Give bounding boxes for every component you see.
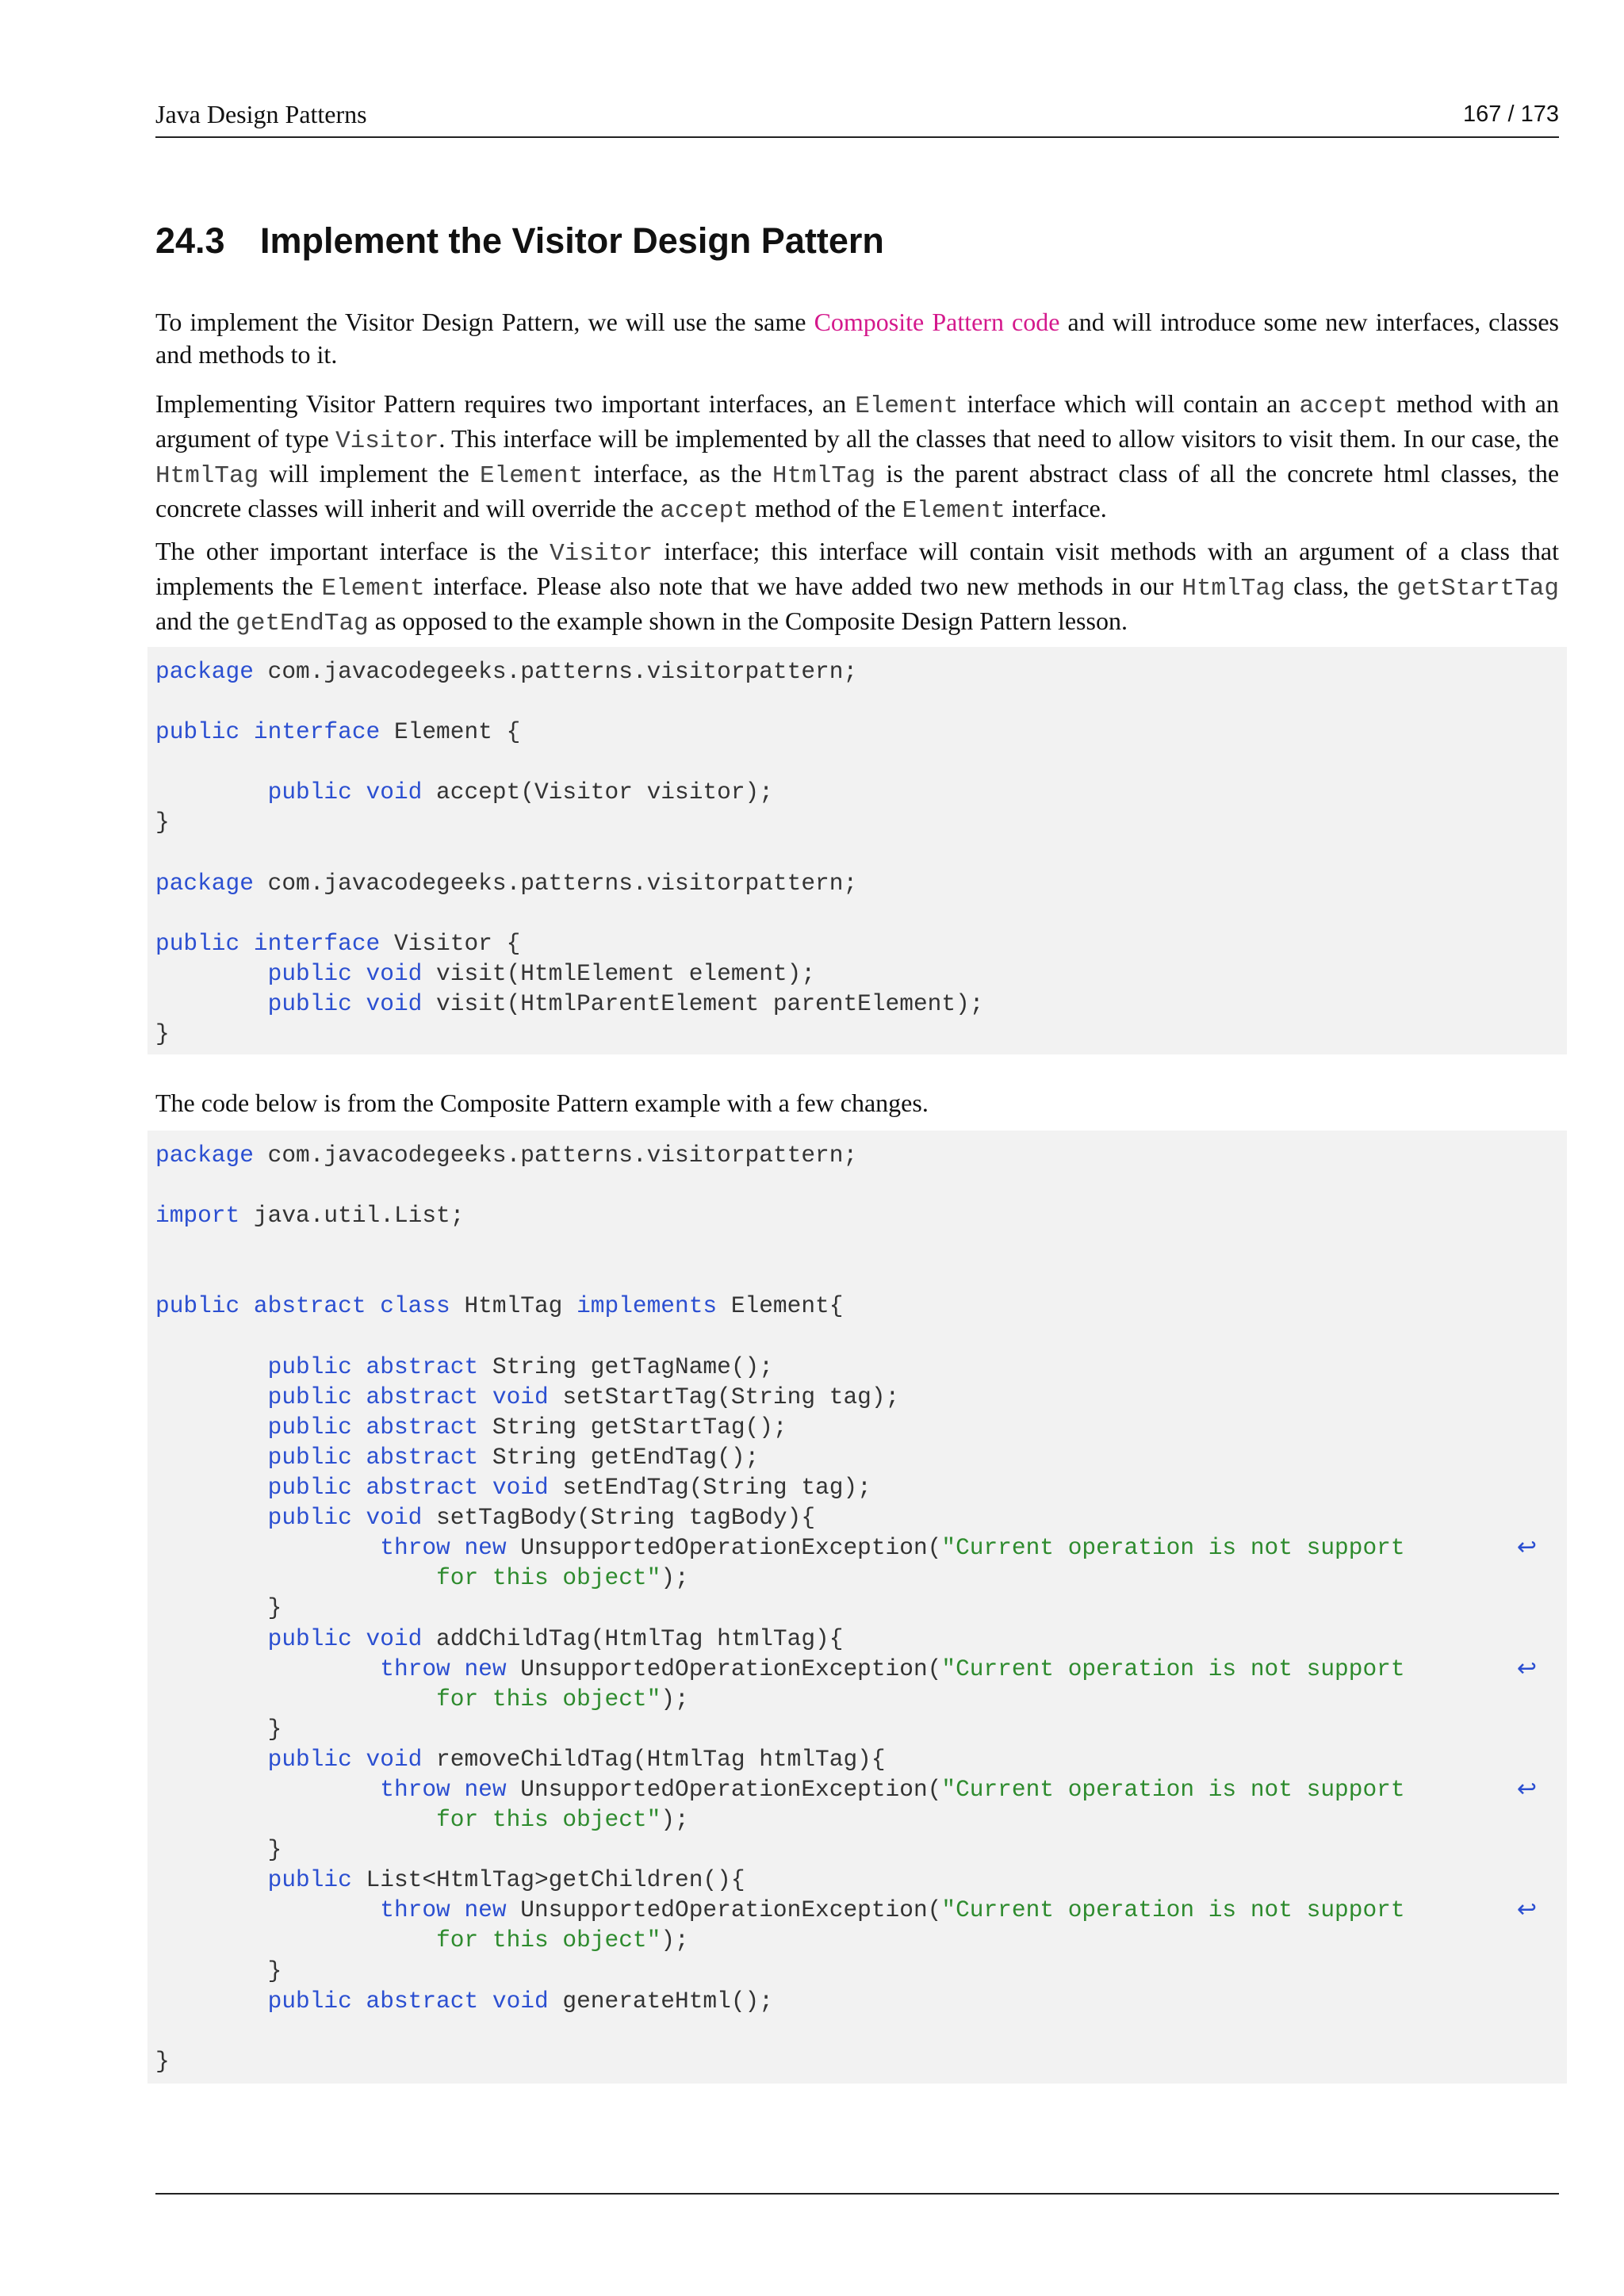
code-text: generateHtml(); bbox=[548, 1987, 773, 2015]
text-span: . This interface will be implemented by all the classes that need to allow visitors to visit them. In our case, the bbox=[439, 424, 1560, 453]
inline-code: HtmlTag bbox=[772, 462, 876, 490]
code-line bbox=[155, 1714, 1559, 1744]
code-text bbox=[155, 960, 268, 987]
code-keyword: abstract bbox=[366, 1353, 479, 1380]
code-line bbox=[155, 1019, 1559, 1049]
code-text bbox=[450, 1534, 465, 1561]
text-span: The other important interface is the bbox=[155, 537, 550, 565]
code-text: } bbox=[155, 1594, 282, 1622]
code-keyword: void bbox=[366, 959, 423, 987]
inline-code: Element bbox=[855, 392, 959, 420]
code-line bbox=[155, 868, 1559, 898]
code-keyword: interface bbox=[253, 718, 381, 746]
code-text bbox=[155, 1564, 436, 1591]
code-text: } bbox=[155, 1020, 170, 1048]
code-text bbox=[155, 990, 268, 1017]
text-span: method of the bbox=[748, 494, 902, 522]
code-keyword: public bbox=[267, 1383, 352, 1410]
code-text: List<HtmlTag>getChildren(){ bbox=[351, 1866, 745, 1894]
code-text bbox=[155, 1444, 268, 1471]
text-span: interface; this interface will contain visit methods with an argument of a class that implements the bbox=[155, 537, 1560, 600]
code-keyword: new bbox=[464, 1775, 507, 1803]
code-text: } bbox=[155, 809, 170, 836]
code-line bbox=[155, 656, 1559, 687]
code-line bbox=[155, 1382, 1559, 1412]
code-keyword: void bbox=[492, 1474, 549, 1502]
code-text bbox=[352, 960, 366, 987]
code-keyword: public bbox=[267, 990, 352, 1018]
code-line bbox=[155, 1624, 1559, 1654]
text-span: class, the bbox=[1285, 572, 1397, 600]
code-keyword: void bbox=[366, 1745, 423, 1773]
code-line bbox=[155, 807, 1559, 837]
code-line bbox=[155, 1170, 1559, 1200]
code-line bbox=[155, 1442, 1559, 1472]
code-text bbox=[155, 1655, 380, 1682]
code-keyword: throw bbox=[380, 1896, 450, 1924]
code-text bbox=[478, 1988, 492, 2015]
footer-rule bbox=[155, 2193, 1559, 2195]
code-line bbox=[155, 1804, 1559, 1835]
inline-code: Visitor bbox=[335, 427, 439, 455]
code-keyword: void bbox=[366, 1504, 423, 1532]
code-line bbox=[155, 959, 1559, 989]
code-text: ); bbox=[661, 1806, 689, 1834]
code-text bbox=[239, 1292, 254, 1319]
text-span: interface. Please also note that we have added two new methods in our bbox=[424, 572, 1182, 600]
code-text bbox=[155, 1686, 436, 1712]
code-text bbox=[155, 1383, 268, 1410]
section-title: Implement the Visitor Design Pattern bbox=[260, 220, 884, 261]
code-keyword: public bbox=[267, 1353, 352, 1380]
code-line bbox=[155, 1563, 1559, 1593]
code-text: java.util.List; bbox=[239, 1202, 465, 1230]
code-line bbox=[155, 1593, 1559, 1623]
text-span: interface, as the bbox=[583, 459, 772, 488]
code-text: UnsupportedOperationException( bbox=[506, 1775, 942, 1803]
code-text bbox=[450, 1776, 465, 1803]
code-text: com.javacodegeeks.patterns.visitorpattern; bbox=[253, 1142, 858, 1169]
code-keyword: implements bbox=[576, 1292, 718, 1320]
code-line bbox=[155, 747, 1559, 777]
code-text bbox=[352, 779, 366, 806]
paragraph-code-intro: The code below is from the Composite Pattern example with a few changes. bbox=[155, 1089, 929, 1117]
code-line bbox=[155, 1533, 1559, 1563]
code-line bbox=[155, 1502, 1559, 1533]
code-keyword: public bbox=[267, 959, 352, 987]
code-line bbox=[155, 1925, 1559, 1955]
code-text: String getTagName(); bbox=[478, 1353, 773, 1380]
code-line bbox=[155, 2016, 1559, 2046]
text-span: interface which will contain an bbox=[958, 389, 1300, 418]
code-text bbox=[352, 990, 366, 1017]
code-text bbox=[155, 1414, 268, 1441]
text-span: and the bbox=[155, 607, 236, 635]
code-keyword: void bbox=[492, 1383, 549, 1410]
text-span: interface. bbox=[1005, 494, 1107, 522]
code-keyword: interface bbox=[253, 929, 381, 957]
inline-code: getStartTag bbox=[1396, 575, 1560, 603]
code-line bbox=[155, 1654, 1559, 1684]
code-text bbox=[155, 1504, 268, 1531]
page-header bbox=[155, 98, 1559, 138]
composite-pattern-link[interactable]: Composite Pattern code bbox=[814, 308, 1060, 336]
code-text: visit(HtmlParentElement parentElement); bbox=[422, 990, 984, 1018]
code-string: for this object" bbox=[436, 1927, 661, 1954]
code-text: removeChildTag(HtmlTag htmlTag){ bbox=[422, 1745, 886, 1773]
code-text bbox=[450, 1896, 465, 1923]
code-text: com.javacodegeeks.patterns.visitorpattern; bbox=[253, 658, 858, 685]
code-text: setEndTag(String tag); bbox=[548, 1474, 871, 1502]
code-text: ); bbox=[661, 1564, 689, 1592]
code-keyword: public bbox=[155, 929, 240, 957]
code-text bbox=[352, 1444, 366, 1471]
code-keyword: abstract bbox=[253, 1292, 366, 1320]
code-text bbox=[155, 1746, 268, 1773]
code-text bbox=[155, 1866, 268, 1893]
code-keyword: abstract bbox=[366, 1443, 479, 1471]
code-text bbox=[155, 1927, 436, 1954]
code-keyword: public bbox=[267, 1624, 352, 1652]
code-text: UnsupportedOperationException( bbox=[506, 1896, 942, 1924]
code-text bbox=[155, 1776, 380, 1803]
code-line bbox=[155, 777, 1559, 807]
text-span: Implementing Visitor Pattern requires two important interfaces, an bbox=[155, 389, 856, 418]
code-text bbox=[155, 1474, 268, 1501]
code-keyword: void bbox=[366, 1624, 423, 1652]
inline-code: getEndTag bbox=[236, 610, 369, 637]
inline-code: HtmlTag bbox=[155, 462, 259, 490]
code-keyword: new bbox=[464, 1534, 507, 1562]
text-span: is the parent abstract class of all the concrete html classes, the concrete classes will inherit and will override the bbox=[155, 459, 1560, 522]
code-text bbox=[352, 1625, 366, 1652]
code-line bbox=[155, 1956, 1559, 1986]
paragraph-interfaces bbox=[155, 388, 1559, 527]
page-number: 167 / 173 bbox=[1463, 101, 1559, 127]
code-keyword: new bbox=[464, 1655, 507, 1682]
line-wrap-arrow-icon: ↩ bbox=[1516, 1896, 1537, 1924]
code-text bbox=[155, 779, 268, 806]
code-text: HtmlTag bbox=[450, 1292, 577, 1320]
code-line bbox=[155, 1412, 1559, 1442]
code-text: } bbox=[155, 2047, 170, 2075]
text-span: and will introduce some new interfaces, classes and methods to it. bbox=[155, 308, 1560, 369]
inline-code: Element bbox=[902, 497, 1005, 525]
section-heading bbox=[155, 219, 884, 263]
line-wrap-arrow-icon: ↩ bbox=[1516, 1774, 1537, 1803]
code-line bbox=[155, 2046, 1559, 2076]
code-keyword: public bbox=[267, 1866, 352, 1894]
code-text bbox=[478, 1474, 492, 1501]
code-text: visit(HtmlElement element); bbox=[422, 959, 816, 987]
code-keyword: public bbox=[155, 1292, 240, 1320]
paragraph-visitor bbox=[155, 535, 1559, 640]
inline-code: accept bbox=[1299, 392, 1388, 420]
code-string: for this object" bbox=[436, 1806, 661, 1834]
code-line bbox=[155, 1140, 1559, 1170]
code-text: } bbox=[155, 1957, 282, 1984]
code-text: Visitor { bbox=[380, 929, 521, 957]
code-text: ); bbox=[661, 1685, 689, 1712]
code-keyword: public bbox=[267, 1474, 352, 1502]
code-line bbox=[155, 1322, 1559, 1352]
code-text bbox=[155, 1806, 436, 1833]
line-wrap-arrow-icon: ↩ bbox=[1516, 1533, 1537, 1562]
code-keyword: class bbox=[380, 1292, 450, 1320]
code-keyword: public bbox=[267, 1413, 352, 1441]
code-line bbox=[155, 1261, 1559, 1291]
code-text bbox=[478, 1383, 492, 1410]
code-line bbox=[155, 1895, 1559, 1925]
code-line bbox=[155, 898, 1559, 928]
inline-code: accept bbox=[660, 497, 749, 525]
code-text bbox=[239, 718, 254, 745]
code-text bbox=[239, 930, 254, 957]
code-text: Element{ bbox=[717, 1292, 844, 1320]
code-text: UnsupportedOperationException( bbox=[506, 1534, 942, 1562]
code-string: for this object" bbox=[436, 1564, 661, 1592]
code-text bbox=[352, 1383, 366, 1410]
code-text: addChildTag(HtmlTag htmlTag){ bbox=[422, 1624, 844, 1652]
code-line bbox=[155, 928, 1559, 959]
code-text bbox=[352, 1504, 366, 1531]
code-text bbox=[352, 1988, 366, 2015]
code-text: UnsupportedOperationException( bbox=[506, 1655, 942, 1682]
code-text: } bbox=[155, 1836, 282, 1864]
code-text bbox=[450, 1655, 465, 1682]
code-text: com.javacodegeeks.patterns.visitorpattern; bbox=[253, 869, 858, 897]
code-keyword: public bbox=[267, 779, 352, 806]
section-number: 24.3 bbox=[155, 220, 225, 261]
code-keyword: package bbox=[155, 869, 254, 897]
text-span: To implement the Visitor Design Pattern, we will use the same bbox=[155, 308, 814, 336]
code-keyword: void bbox=[366, 990, 423, 1018]
code-keyword: public bbox=[267, 1745, 352, 1773]
code-text bbox=[155, 1896, 380, 1923]
code-keyword: throw bbox=[380, 1655, 450, 1682]
code-text bbox=[352, 1746, 366, 1773]
code-keyword: abstract bbox=[366, 1987, 479, 2015]
code-text bbox=[155, 1625, 268, 1652]
code-text: String getEndTag(); bbox=[478, 1443, 760, 1471]
code-line bbox=[155, 687, 1559, 717]
code-text: Element { bbox=[380, 718, 521, 746]
code-line bbox=[155, 717, 1559, 747]
code-text: accept(Visitor visitor); bbox=[422, 779, 773, 806]
code-keyword: throw bbox=[380, 1775, 450, 1803]
inline-code: HtmlTag bbox=[1182, 575, 1285, 603]
code-keyword: public bbox=[267, 1504, 352, 1532]
code-keyword: public bbox=[267, 1987, 352, 2015]
code-text bbox=[155, 1353, 268, 1380]
code-line bbox=[155, 838, 1559, 868]
code-string: "Current operation is not support bbox=[941, 1896, 1405, 1924]
code-line bbox=[155, 1835, 1559, 1865]
header-title: Java Design Patterns bbox=[155, 100, 367, 128]
code-keyword: void bbox=[366, 779, 423, 806]
code-line bbox=[155, 1200, 1559, 1230]
code-line bbox=[155, 1230, 1559, 1261]
inline-code: Visitor bbox=[550, 540, 653, 568]
inline-code: Element bbox=[480, 462, 584, 490]
code-line bbox=[155, 1744, 1559, 1774]
code-text: ); bbox=[661, 1927, 689, 1954]
code-line bbox=[155, 989, 1559, 1019]
code-keyword: abstract bbox=[366, 1383, 479, 1410]
code-string: "Current operation is not support bbox=[941, 1534, 1405, 1562]
code-text bbox=[352, 1474, 366, 1501]
text-span: as opposed to the example shown in the Composite Design Pattern lesson. bbox=[368, 607, 1128, 635]
code-keyword: package bbox=[155, 658, 254, 685]
code-line bbox=[155, 1684, 1559, 1714]
paragraph-intro bbox=[155, 306, 1559, 371]
code-text: setTagBody(String tagBody){ bbox=[422, 1504, 816, 1532]
code-keyword: void bbox=[492, 1987, 549, 2015]
code-string: for this object" bbox=[436, 1685, 661, 1712]
code-keyword: abstract bbox=[366, 1474, 479, 1502]
line-wrap-arrow-icon: ↩ bbox=[1516, 1654, 1537, 1682]
code-text bbox=[366, 1292, 381, 1319]
code-text: String getStartTag(); bbox=[478, 1413, 787, 1441]
text-span: method with an argument of type bbox=[155, 389, 1560, 453]
code-keyword: package bbox=[155, 1142, 254, 1169]
code-line bbox=[155, 1352, 1559, 1382]
code-line bbox=[155, 1291, 1559, 1321]
code-text: setStartTag(String tag); bbox=[548, 1383, 900, 1410]
code-keyword: new bbox=[464, 1896, 507, 1924]
code-line bbox=[155, 1986, 1559, 2016]
code-string: "Current operation is not support bbox=[941, 1655, 1405, 1682]
code-block-htmltag bbox=[147, 1131, 1567, 2084]
code-text bbox=[352, 1414, 366, 1441]
code-keyword: abstract bbox=[366, 1413, 479, 1441]
code-line bbox=[155, 1865, 1559, 1895]
code-string: "Current operation is not support bbox=[941, 1775, 1405, 1803]
inline-code: Element bbox=[321, 575, 425, 603]
code-keyword: public bbox=[267, 1443, 352, 1471]
code-text bbox=[352, 1353, 366, 1380]
text-span: will implement the bbox=[259, 459, 480, 488]
code-line bbox=[155, 1774, 1559, 1804]
code-text bbox=[155, 1534, 380, 1561]
code-keyword: throw bbox=[380, 1534, 450, 1562]
code-block-interfaces bbox=[147, 647, 1567, 1054]
code-text bbox=[155, 1988, 268, 2015]
code-keyword: import bbox=[155, 1202, 240, 1230]
code-line bbox=[155, 1472, 1559, 1502]
code-keyword: public bbox=[155, 718, 240, 746]
code-text: } bbox=[155, 1715, 282, 1743]
